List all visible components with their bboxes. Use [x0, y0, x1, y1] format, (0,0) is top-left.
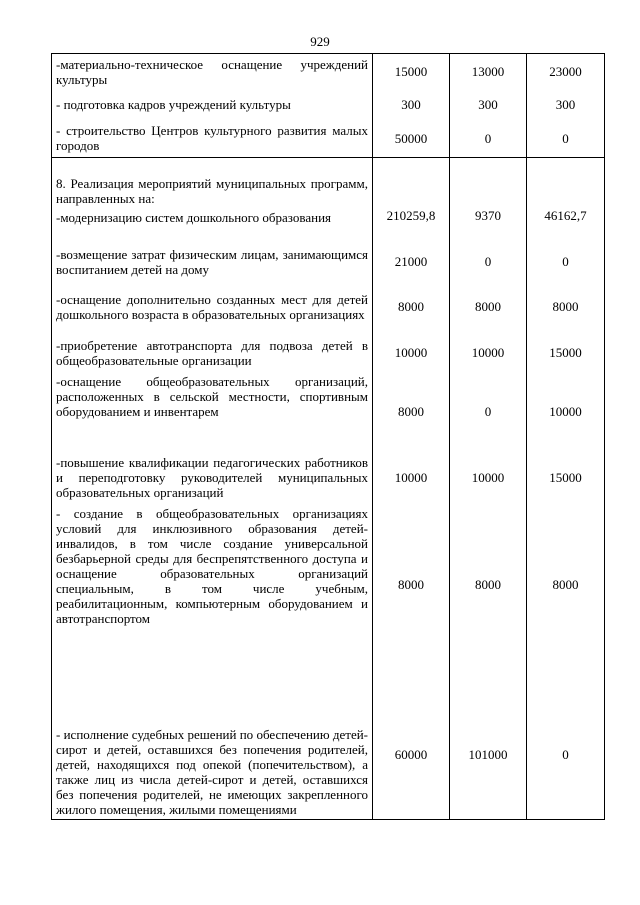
- row-description: -повышение квалификации педагогических работников и переподготовку руководителей муниципальных образовательных организаций: [52, 452, 373, 504]
- table-row: [52, 504, 605, 680]
- row-description: -материально-техническое оснащение учреждений культуры: [52, 54, 373, 90]
- row-value-1: 10000: [373, 334, 450, 372]
- row-value-2: 9370: [450, 158, 527, 244]
- row-value-1: 15000: [373, 54, 450, 90]
- table-row: [52, 54, 605, 90]
- row-value-3: 0: [527, 680, 605, 820]
- table-row: [52, 452, 605, 504]
- row-value-1: 210259,8: [373, 158, 450, 244]
- row-description: -возмещение затрат физическим лицам, занимающимся воспитанием детей на дому: [52, 244, 373, 280]
- table-row: [52, 334, 605, 372]
- row-description: -оснащение дополнительно созданных мест для детей дошкольного возраста в образовательных организациях: [52, 280, 373, 334]
- table-row: [52, 90, 605, 120]
- row-description: -оснащение общеобразовательных организаций, расположенных в сельской местности, спортивным оборудованием и инвентарем: [52, 372, 373, 452]
- row-value-2: 300: [450, 90, 527, 120]
- row-value-1: 8000: [373, 504, 450, 680]
- section-item: -модернизацию систем дошкольного образования: [56, 210, 331, 226]
- row-value-2: 0: [450, 120, 527, 158]
- row-value-3: 23000: [527, 54, 605, 90]
- row-value-1: 300: [373, 90, 450, 120]
- row-value-3: 10000: [527, 372, 605, 452]
- row-description: - создание в общеобразовательных организациях условий для инклюзивного образования детей-инвалидов, в том числе создание универсальной безбарьерной среды для беспрепятственного доступа и оснащение образовательных организаций специальным, в том числе учебным, реабилитационным, компьютерным оборудованием и автотранспортом: [52, 504, 373, 680]
- row-value-3: 8000: [527, 280, 605, 334]
- table-row: [52, 120, 605, 158]
- row-value-3: 15000: [527, 334, 605, 372]
- row-description: -приобретение автотранспорта для подвоза детей в общеобразовательные организации: [52, 334, 373, 372]
- row-description: [52, 158, 373, 244]
- row-value-2: 10000: [450, 452, 527, 504]
- row-value-1: 10000: [373, 452, 450, 504]
- row-value-2: 101000: [450, 680, 527, 820]
- budget-table: [51, 53, 605, 820]
- row-value-3: 46162,7: [527, 158, 605, 244]
- row-value-1: 8000: [373, 372, 450, 452]
- row-value-3: 0: [527, 244, 605, 280]
- page-number: 929: [310, 34, 330, 49]
- row-value-3: 15000: [527, 452, 605, 504]
- row-value-1: 50000: [373, 120, 450, 158]
- table-row: [52, 244, 605, 280]
- row-value-2: 13000: [450, 54, 527, 90]
- table-row: [52, 280, 605, 334]
- row-value-1: 21000: [373, 244, 450, 280]
- table-row: [52, 158, 605, 244]
- row-value-2: 0: [450, 372, 527, 452]
- row-value-2: 8000: [450, 504, 527, 680]
- row-value-2: 0: [450, 244, 527, 280]
- row-value-2: 8000: [450, 280, 527, 334]
- row-value-3: 8000: [527, 504, 605, 680]
- row-description: - подготовка кадров учреждений культуры: [52, 90, 373, 120]
- table-row: [52, 372, 605, 452]
- table-row: [52, 680, 605, 820]
- row-value-3: 300: [527, 90, 605, 120]
- row-value-2: 10000: [450, 334, 527, 372]
- row-description: - исполнение судебных решений по обеспечению детей-сирот и детей, оставшихся без попечения родителей, детей, находящихся под опекой (попечительством), а также лиц из числа детей-сирот и детей, оставшихся без попечения родителей, не имеющих закрепленного жилого помещения, жилыми помещениями: [52, 680, 373, 820]
- row-value-1: 60000: [373, 680, 450, 820]
- row-description: - строительство Центров культурного развития малых городов: [52, 120, 373, 158]
- row-value-3: 0: [527, 120, 605, 158]
- row-value-1: 8000: [373, 280, 450, 334]
- section-heading: 8. Реализация мероприятий муниципальных программ, направленных на:: [56, 176, 368, 207]
